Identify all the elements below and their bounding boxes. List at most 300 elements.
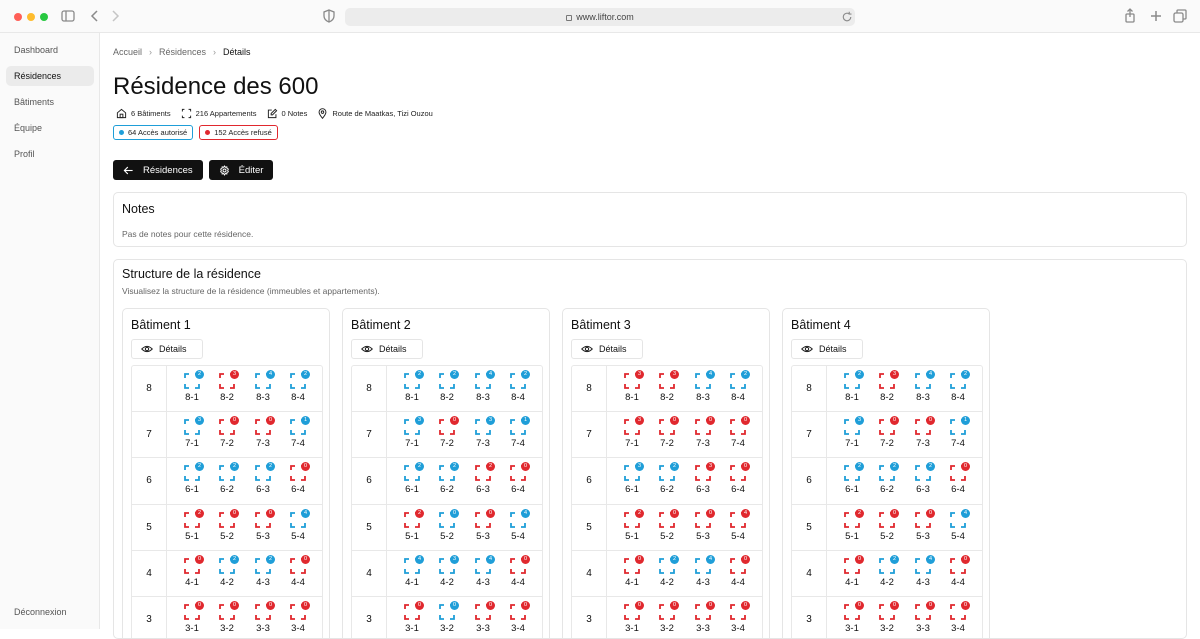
floor-row [572,597,762,639]
sidebar-item-batiments[interactable] [6,92,94,112]
access-count-badge: 2 [195,462,204,471]
access-count-badge: 2 [301,370,310,379]
access-count-badge: 1 [521,416,530,425]
apartment-cell[interactable] [872,602,902,638]
apartment-label: 3-1 [185,622,199,634]
apartment-cell[interactable] [283,371,313,407]
access-count-badge: 2 [266,462,275,471]
access-count-badge: 0 [195,555,204,564]
apartment-label: 4-1 [845,576,859,588]
main-content [100,33,1200,634]
apartment-cell[interactable] [468,371,498,407]
access-count-badge: 3 [486,416,495,425]
access-count-badge: 0 [670,509,679,518]
apartment-cell[interactable] [397,510,427,546]
floor-number: 8 [572,366,607,411]
details-button-label: Détails [379,344,407,354]
building-card [782,308,990,639]
floor-row [792,597,982,639]
building-card [562,308,770,639]
apartment-label: 4-1 [405,576,419,588]
apartment-label: 5-4 [731,530,745,542]
apartment-label: 4-4 [291,576,305,588]
apartment-cell[interactable] [837,602,867,638]
sidebar-item-dashboard[interactable] [6,40,94,60]
apartment-label: 3-2 [220,622,234,634]
building-details-button[interactable] [351,339,423,359]
apartment-cell[interactable] [212,602,242,638]
apartment-cell[interactable] [723,602,753,638]
apartment-label: 4-3 [476,576,490,588]
apartment-cell[interactable] [723,463,753,499]
apartment-cell[interactable] [503,602,533,638]
apartment-cell[interactable] [503,556,533,592]
building-details-button[interactable] [791,339,863,359]
apartment-cell[interactable] [908,371,938,407]
apartment-cell[interactable] [837,371,867,407]
apartment-cell[interactable] [468,556,498,592]
floor-number: 7 [132,412,167,457]
sidebar-item-equipe[interactable] [6,118,94,138]
access-count-badge: 1 [301,416,310,425]
access-count-badge: 0 [301,462,310,471]
apartment-label: 3-1 [625,622,639,634]
apartment-cell[interactable] [652,556,682,592]
apartment-label: 5-4 [291,530,305,542]
building-name: Bâtiment 1 [131,318,191,332]
structure-card [113,259,1187,639]
apartment-cell[interactable] [723,371,753,407]
status-dot [119,130,124,135]
residence-meta [113,106,436,121]
building-name: Bâtiment 3 [571,318,631,332]
building-name: Bâtiment 2 [351,318,411,332]
apartment-label: 5-2 [440,530,454,542]
apartment-cell[interactable] [177,417,207,453]
apartments-count-text: 216 Appartements [195,109,257,118]
privacy-shield-icon[interactable] [321,8,337,24]
apartment-cell[interactable] [723,417,753,453]
floor-row [792,366,982,412]
access-count-badge: 0 [415,601,424,610]
sidebar-item-label: Bâtiments [14,97,55,107]
apartment-label: 5-1 [185,530,199,542]
access-count-badge: 2 [415,509,424,518]
apartment-label: 7-4 [291,438,305,450]
floor-number: 5 [572,505,607,550]
apartment-cell[interactable] [908,510,938,546]
apartment-cell[interactable] [432,556,462,592]
floor-row [792,458,982,504]
access-count-badge: 3 [890,370,899,379]
buildings-count [113,106,174,121]
sidebar [0,33,100,629]
apartment-cell[interactable] [943,602,973,638]
apartment-cell[interactable] [688,510,718,546]
apartment-label: 8-4 [951,392,965,403]
apartment-label: 3-4 [511,622,525,634]
access-count-badge: 3 [635,416,644,425]
access-count-badge: 0 [450,416,459,425]
apartment-cell[interactable] [397,417,427,453]
eye-icon [581,343,593,355]
floor-number: 6 [352,458,387,503]
apartment-cell[interactable] [248,602,278,638]
apartment-cell[interactable] [432,602,462,638]
floor-number: 6 [572,458,607,503]
access-count-badge: 4 [961,509,970,518]
apartment-label: 6-2 [660,484,674,496]
apartment-cell[interactable] [212,371,242,407]
access-count-badge: 0 [926,416,935,425]
apartment-label: 6-3 [476,484,490,496]
apartment-cell[interactable] [688,417,718,453]
apartment-cell[interactable] [177,510,207,546]
apartment-cell[interactable] [248,371,278,407]
breadcrumb-home[interactable]: Accueil [113,47,143,57]
apartment-cell[interactable] [837,463,867,499]
close-window-button[interactable] [14,13,22,21]
apartment-label: 7-4 [951,438,965,450]
access-count-badge: 2 [855,370,864,379]
apartment-cell[interactable] [872,371,902,407]
apartment-cell[interactable] [652,417,682,453]
apartment-label: 4-3 [256,576,270,588]
access-count-badge: 2 [230,555,239,564]
address [314,106,435,121]
floor-row [132,366,322,412]
apartment-label: 6-4 [291,484,305,496]
apartment-label: 7-4 [511,438,525,450]
structure-title: Structure de la résidence [122,267,261,281]
floor-grid [791,365,983,639]
apartment-cell[interactable] [503,371,533,407]
apartment-cell[interactable] [468,463,498,499]
floor-number: 3 [352,597,387,639]
apartment-cell[interactable] [177,556,207,592]
apartment-cell[interactable] [468,510,498,546]
access-count-badge: 4 [926,370,935,379]
apartment-cell[interactable] [943,371,973,407]
access-count-badge: 2 [521,370,530,379]
apartment-cell[interactable] [283,556,313,592]
apartment-label: 3-2 [440,622,454,634]
floor-row [352,505,542,551]
apartment-cell[interactable] [283,510,313,546]
apartment-cell[interactable] [617,556,647,592]
apartment-label: 8-4 [511,392,525,403]
apartment-cell[interactable] [688,556,718,592]
page-title: Résidence des 600 [113,73,319,100]
access-count-badge: 0 [961,462,970,471]
floor-row [792,551,982,597]
access-badges [113,125,278,140]
apartment-cell[interactable] [212,510,242,546]
minimize-window-button[interactable] [27,13,35,21]
apartment-cell[interactable] [908,463,938,499]
floor-number: 5 [132,505,167,550]
apartment-label: 5-3 [256,530,270,542]
sidebar-item-residences[interactable] [6,66,94,86]
floor-number: 5 [352,505,387,550]
floor-number: 5 [792,505,827,550]
apartment-label: 3-1 [845,622,859,634]
apartment-cell[interactable] [248,556,278,592]
floor-number: 8 [352,366,387,411]
access-count-badge: 0 [741,416,750,425]
access-count-badge: 0 [741,462,750,471]
access-count-badge: 3 [706,462,715,471]
apartment-cell[interactable] [617,371,647,407]
sidebar-toggle-icon[interactable] [60,8,76,24]
apartment-label: 5-2 [220,530,234,542]
apartment-cell[interactable] [248,463,278,499]
edit-button[interactable] [209,160,274,180]
apartment-cell[interactable] [943,556,973,592]
floor-grid [351,365,543,639]
tab-overview-icon[interactable] [1172,8,1188,24]
building-details-button[interactable] [571,339,643,359]
sidebar-item-label: Profil [14,149,35,159]
access-count-badge: 4 [521,509,530,518]
map-pin-icon [317,108,328,119]
apartment-label: 4-2 [880,576,894,588]
apartment-cell[interactable] [432,371,462,407]
apartment-label: 7-2 [880,438,894,450]
apartment-label: 5-1 [625,530,639,542]
access-count-badge: 2 [961,370,970,379]
apartment-cell[interactable] [212,417,242,453]
back-arrow-icon[interactable] [87,8,103,24]
action-buttons [113,160,273,180]
notes-title: Notes [122,202,155,216]
apartment-label: 8-3 [696,392,710,403]
apartment-cell[interactable] [617,463,647,499]
access-count-badge: 4 [486,370,495,379]
building-details-button[interactable] [131,339,203,359]
apartment-cell[interactable] [212,463,242,499]
apartment-label: 7-2 [220,438,234,450]
back-button-label: Résidences [143,164,193,176]
access-count-badge: 4 [301,509,310,518]
access-count-badge: 2 [890,555,899,564]
apartment-cell[interactable] [248,417,278,453]
apartment-label: 8-1 [405,392,419,403]
floor-row [572,551,762,597]
access-count-badge: 2 [195,509,204,518]
access-count-badge: 2 [415,370,424,379]
apartment-cell[interactable] [872,463,902,499]
apartment-cell[interactable] [723,510,753,546]
apartment-cell[interactable] [688,602,718,638]
apartment-cell[interactable] [837,556,867,592]
apartment-cell[interactable] [723,556,753,592]
access-count-badge: 2 [670,555,679,564]
access-count-badge: 0 [266,509,275,518]
frame-corners-icon [181,108,192,119]
access-count-badge: 0 [670,416,679,425]
floor-row [572,458,762,504]
floor-grid [131,365,323,639]
access-granted-text: 64 Accès autorisé [128,128,188,137]
floor-number: 8 [792,366,827,411]
access-count-badge: 0 [301,601,310,610]
apartment-cell[interactable] [177,463,207,499]
apartment-cell[interactable] [688,371,718,407]
apartment-cell[interactable] [177,602,207,638]
floor-row [132,412,322,458]
apartment-label: 6-1 [405,484,419,496]
access-count-badge: 2 [230,462,239,471]
buildings-count-text: 6 Bâtiments [131,109,171,118]
access-count-badge: 0 [230,509,239,518]
apartment-cell[interactable] [397,602,427,638]
apartment-label: 8-4 [731,392,745,403]
apartment-label: 4-3 [696,576,710,588]
apartment-cell[interactable] [908,556,938,592]
apartment-cell[interactable] [908,417,938,453]
access-count-badge: 0 [670,601,679,610]
apartment-cell[interactable] [652,371,682,407]
floor-number: 3 [572,597,607,639]
access-count-badge: 0 [230,416,239,425]
logout-link[interactable]: Déconnexion [14,607,67,617]
apartment-cell[interactable] [688,463,718,499]
apartment-cell[interactable] [283,463,313,499]
apartment-cell[interactable] [248,510,278,546]
apartment-cell[interactable] [872,417,902,453]
sidebar-item-profil[interactable] [6,144,94,164]
apartment-label: 7-1 [185,438,199,450]
breadcrumb [113,47,251,57]
apartment-cell[interactable] [503,417,533,453]
apartment-cell[interactable] [908,602,938,638]
apartment-label: 3-4 [951,622,965,634]
apartment-label: 3-3 [916,622,930,634]
apartment-label: 4-4 [951,576,965,588]
apartment-cell[interactable] [943,417,973,453]
back-to-residences-button[interactable] [113,160,203,180]
apartment-label: 4-1 [625,576,639,588]
floor-row [352,412,542,458]
apartment-cell[interactable] [617,417,647,453]
url-text: www.liftor.com [576,12,634,22]
apartment-cell[interactable] [872,510,902,546]
apartment-label: 3-2 [880,622,894,634]
apartment-cell[interactable] [943,463,973,499]
access-denied-badge [199,125,278,140]
maximize-window-button[interactable] [40,13,48,21]
apartment-cell[interactable] [652,463,682,499]
breadcrumb-current: Détails [223,47,251,57]
apartment-label: 5-1 [405,530,419,542]
share-icon[interactable] [1122,8,1138,24]
apartment-label: 7-2 [440,438,454,450]
apartment-cell[interactable] [872,556,902,592]
access-count-badge: 0 [195,601,204,610]
breadcrumb-residences[interactable]: Résidences [159,47,207,57]
apartment-cell[interactable] [617,602,647,638]
floor-number: 4 [572,551,607,596]
apartment-cell[interactable] [503,510,533,546]
sidebar-item-label: Résidences [14,71,62,81]
access-count-badge: 0 [266,601,275,610]
details-button-label: Détails [159,344,187,354]
notes-card [113,192,1187,247]
apartment-label: 4-1 [185,576,199,588]
notes-empty-text: Pas de notes pour cette résidence. [122,229,254,239]
floor-number: 4 [792,551,827,596]
apartment-label: 7-3 [476,438,490,450]
apartment-cell[interactable] [432,463,462,499]
apartment-cell[interactable] [943,510,973,546]
apartment-cell[interactable] [617,510,647,546]
access-count-badge: 0 [961,601,970,610]
floor-row [792,505,982,551]
apartment-label: 8-2 [220,392,234,403]
new-tab-icon[interactable] [1148,8,1164,24]
access-count-badge: 0 [301,555,310,564]
access-granted-badge [113,125,193,140]
access-count-badge: 3 [635,462,644,471]
apartment-label: 3-3 [256,622,270,634]
floor-number: 3 [792,597,827,639]
apartment-cell[interactable] [652,602,682,638]
apartment-label: 3-3 [476,622,490,634]
apartment-label: 4-2 [660,576,674,588]
access-count-badge: 0 [521,462,530,471]
reload-icon[interactable] [841,11,853,23]
apartment-cell[interactable] [212,556,242,592]
apartment-cell[interactable] [468,417,498,453]
floor-number: 4 [132,551,167,596]
apartment-label: 8-3 [476,392,490,403]
edit-note-icon [267,108,278,119]
address-bar[interactable] [345,8,855,26]
access-count-badge: 3 [195,416,204,425]
access-denied-text: 152 Accès refusé [214,128,272,137]
access-count-badge: 3 [450,555,459,564]
floor-row [572,505,762,551]
apartment-cell[interactable] [177,371,207,407]
apartment-label: 8-1 [185,392,199,403]
apartment-cell[interactable] [503,463,533,499]
access-count-badge: 2 [741,370,750,379]
apartment-cell[interactable] [432,417,462,453]
apartment-cell[interactable] [837,510,867,546]
apartment-cell[interactable] [432,510,462,546]
apartment-cell[interactable] [652,510,682,546]
apartment-cell[interactable] [397,371,427,407]
structure-subtitle: Visualisez la structure de la résidence (immeubles et appartements). [122,286,380,296]
apartment-label: 6-1 [625,484,639,496]
access-count-badge: 2 [855,462,864,471]
apartment-cell[interactable] [397,556,427,592]
sidebar-item-label: Dashboard [14,45,59,55]
apartment-cell[interactable] [283,602,313,638]
access-count-badge: 3 [855,416,864,425]
apartment-cell[interactable] [837,417,867,453]
floor-row [132,597,322,639]
apartment-cell[interactable] [468,602,498,638]
access-count-badge: 0 [890,601,899,610]
floor-number: 7 [352,412,387,457]
apartment-cell[interactable] [397,463,427,499]
forward-arrow-icon[interactable] [107,8,123,24]
floor-row [352,458,542,504]
apartment-cell[interactable] [283,417,313,453]
floor-row [132,551,322,597]
